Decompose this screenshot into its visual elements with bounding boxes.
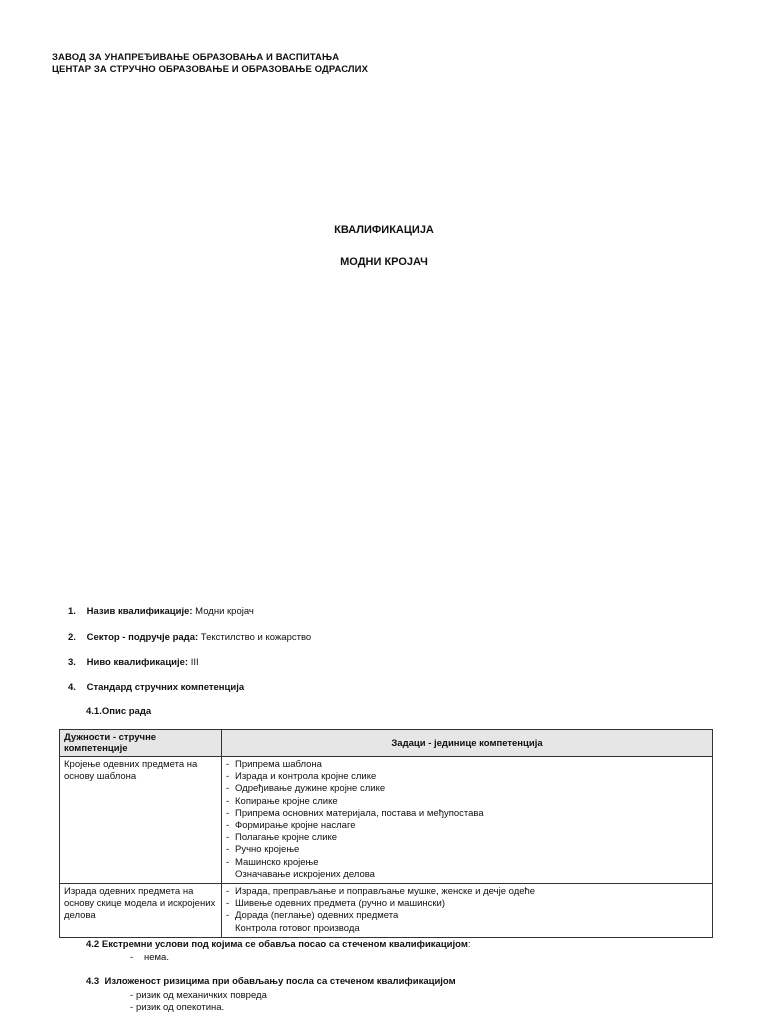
table-header-row [60,730,713,757]
item-label: Назив квалификације [86,606,190,617]
item-number: 1. [68,606,76,617]
column-header-tasks: Задаци - јединице компетенција [222,730,713,757]
item-label: Сектор - подручје рада: [86,632,199,643]
item-number: 2. [68,632,76,643]
column-header-duties: Дужности - стручне компетенције [60,730,222,757]
section-number: 4.2 [86,939,100,950]
task-item: - Формирање кројне наслаге [226,820,356,832]
task-item: - Ручно кројење [226,844,300,856]
task-item: Означавање искројених делова [235,868,375,880]
item-level: 3. Ниво квалификације: III [68,657,199,668]
competency-table [59,729,713,938]
tasks-cell [222,757,713,884]
section-4-3-bullet: - ризик од механичких повреда [130,990,267,1001]
task-item: - Припрема шаблона [226,759,322,770]
item-value: Модни кројач [192,606,254,617]
task-item: - Машинско кројење [226,856,319,868]
task-item: - Шивење одевних предмета (ручно и машински) [226,898,446,910]
item-label: Стандард стручних компетенција [86,682,245,693]
task-item: - Копирање кројне слике [226,795,338,807]
institution-name: ЗАВОД ЗА УНАПРЕЂИВАЊЕ ОБРАЗОВАЊА И ВАСПИТАЊА [52,52,340,63]
subsection-title: 4.1.Опис рада [86,706,152,717]
item-qualification-name: 1. Назив квалификације: Модни кројач [68,606,254,617]
item-value: III [188,657,199,668]
item-number: 3. [68,657,76,668]
item-standard [68,682,244,693]
item-number: 4. [68,682,76,693]
qualification-label: КВАЛИФИКАЦИЈА [334,224,434,236]
item-label: Ниво квалификације [86,657,185,668]
task-item: - Полагање кројне слике [226,832,338,844]
task-item: Контрола готовог производа [235,922,360,934]
task-item: - Припрема основних материјала, постава и међупостава [226,807,484,819]
section-number: 4.3 [86,976,100,987]
section-4-2-bullet: - нема. [130,952,169,963]
duty-cell: Кројење одевних предмета на основу шаблона [60,757,222,884]
item-value: Текстилство и кожарство [198,632,312,643]
table-row [60,884,713,938]
task-item: - Дорада (пеглање) одевних предмета [226,910,399,922]
duty-cell: Израда одевних предмета на основу скице модела и искројених делова [60,884,222,938]
section-4-2-heading: 4.2 Екстремни услови под којима се обавља посао са стеченом квалификацијом: [86,939,471,950]
tasks-cell [222,884,713,938]
task-item: - Одређивање дужине кројне слике [226,783,386,795]
task-item: - Израда, преправљање и поправљање мушке, женске и дечје одеће [226,886,536,898]
qualification-title: МОДНИ КРОЈАЧ [340,256,428,268]
section-4-3-bullet: - ризик од опекотина. [130,1002,225,1013]
section-title: Изложеност ризицима при обављању посла са стеченом квалификацијом [104,976,456,987]
table-row [60,757,713,884]
task-item: - Израда и контрола кројне слике [226,771,377,783]
center-name: ЦЕНТАР ЗА СТРУЧНО ОБРАЗОВАЊЕ И ОБРАЗОВАЊЕ ОДРАСЛИХ [52,64,369,75]
item-sector [68,632,311,643]
section-title: Екстремни услови под којима се обавља посао са стеченом квалификацијом [101,939,468,950]
section-4-3-heading [86,976,456,987]
